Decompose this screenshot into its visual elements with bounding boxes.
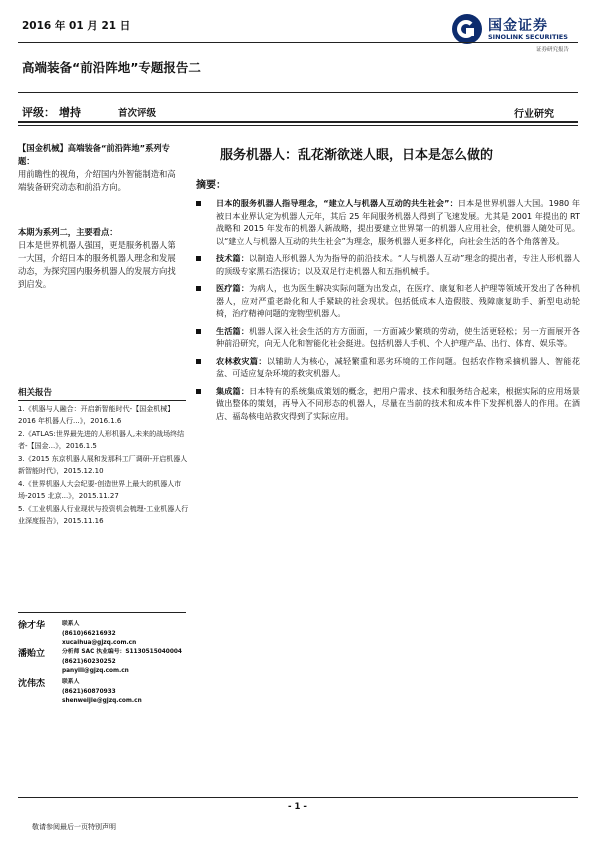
list-item — [196, 197, 580, 247]
bullet-icon — [196, 286, 201, 291]
bullet-text: 机器人深入社会生活的方方面面，一方面减少繁琐的劳动，使生活更轻松；另一方面展开各种前沿研究，向无人化和智能化社会挺进。包括机器人手机、个人护理产品、出行、体育、娱乐等。 — [216, 325, 580, 348]
bullet-text: 以制造人形机器人为为指导的前沿技术。“人与机器人互动”理念的提出者，专注人形机器人的顶级专家黑石浩探访；以及双足行走机器人和五指机械手。 — [216, 253, 580, 276]
list-item[interactable]: 2.《ATLAS:世界最先进的人形机器人,未来的战场终结者-【国金...》，2016.1.5 — [18, 430, 185, 450]
page-number: - 1 - — [288, 802, 307, 812]
report-series-title: 高端装备“前沿阵地”专题报告二 — [22, 60, 201, 75]
related-reports-heading: 相关报告 — [18, 388, 53, 398]
issue-intro — [18, 226, 178, 291]
author-contact — [62, 648, 182, 677]
header-rule-bottom-1 — [18, 121, 578, 123]
report-date: 2016 年 01 月 21 日 — [22, 20, 131, 32]
bullet-text: 日本是世界机器人大国。1980 年被日本业界认定为机器人元年，其后 25 年间服务机器人得到了飞速发展。尤其是 2001 年提出的 RT 战略和 2015 年发布的机器人新战略，提出要建立世界第一的机器人应用社会，使机器人随处可见。以“建立人与机器人互动的共生社会”为理念，服务机器人更多样化，向社会生活的各个角落普及。 — [216, 198, 580, 246]
list-item[interactable]: 4.《世界机器人大会纪要-创造世界上最大的机器人市场-2015 北京...》，2015.11.27 — [18, 480, 182, 500]
authors-rule — [18, 612, 186, 613]
rating-label: 评级： — [22, 106, 55, 119]
bullet-text: 为病人，也为医生解决实际问题为出发点，在医疗、康复和老人护理等领域开发出了各种机器人，应对严重老龄化和人手紧缺的社会现状。包括低成本人造假肢、残障康复助手、新型电动轮椅，治疗精神问题的宠物型机器人。 — [216, 283, 580, 318]
author-name: 潘贻立 — [18, 649, 46, 659]
list-item[interactable]: 1.《机器与人融合：开启新智能时代-【国金机械】2016 年机器人行...》，2016.1.6 — [18, 405, 175, 425]
related-reports-list — [18, 404, 190, 529]
author-email[interactable]: shenweijie@gjzq.com.cn — [62, 698, 142, 704]
list-item — [196, 325, 580, 350]
bullet-lead: 集成篇： — [216, 385, 250, 396]
list-item — [196, 282, 580, 320]
main-title: 服务机器人：乱花渐欲迷人眼，日本是怎么做的 — [220, 148, 494, 163]
company-logo — [452, 14, 574, 54]
author-contact — [62, 678, 142, 707]
related-rule — [18, 400, 186, 401]
author-role: 分析师 SAC 执业编号：S1130515040004 — [62, 649, 182, 655]
issue-text: 日本是世界机器人强国，更是服务机器人第一大国，介绍日本的服务机器人理念和发展动态，为探究国内服务机器人的发展方向找到启发。 — [18, 240, 176, 289]
series-intro — [18, 142, 178, 194]
footer-disclaimer: 敬请参阅最后一页特别声明 — [32, 823, 116, 831]
bullet-lead: 日本的服务机器人指导理念，“建立人与机器人互动的共生社会”： — [216, 198, 458, 208]
header-rule-top — [18, 42, 578, 43]
author-role: 联系人 — [62, 679, 80, 685]
list-item — [196, 385, 580, 423]
logo-name-en: SINOLINK SECURITIES — [488, 33, 568, 41]
first-rating: 首次评级 — [118, 108, 157, 119]
bullet-lead: 技术篇： — [216, 253, 250, 263]
bullet-icon — [196, 329, 201, 334]
bullet-text: 以辅助人为核心，减轻繁重和恶劣环境的工作问题。包括农作物采摘机器人、智能花盆、可适应复杂环境的救灾机器人。 — [216, 355, 580, 378]
rating — [22, 104, 81, 120]
author-name: 徐才华 — [18, 621, 46, 631]
author-email[interactable]: panyili@gjzq.com.cn — [62, 668, 129, 674]
issue-heading: 本期为系列二，主要看点： — [18, 227, 118, 237]
industry-label: 行业研究 — [514, 109, 554, 120]
bullet-lead: 农林救灾篇： — [216, 355, 267, 366]
list-item — [196, 355, 580, 380]
bullet-lead: 生活篇： — [216, 325, 250, 336]
list-item — [196, 252, 580, 277]
bullet-icon — [196, 389, 201, 394]
list-item[interactable]: 5.《工业机器人行业现状与投资机会梳理-工业机器人行业深度报告》，2015.11.16 — [18, 505, 189, 525]
logo-name-cn: 国金证券 — [488, 18, 548, 34]
author-phone: (8621)60230252 — [62, 658, 116, 665]
author-contact — [62, 620, 136, 649]
author-email[interactable]: xucaihua@gjzq.com.cn — [62, 640, 137, 646]
logo-mark-icon — [452, 14, 482, 44]
series-heading: 【国金机械】高端装备“前沿阵地”系列专题： — [18, 143, 170, 166]
bullet-icon — [196, 359, 201, 364]
author-name: 沈伟杰 — [18, 679, 46, 689]
rating-value: 增持 — [59, 106, 81, 119]
bullet-icon — [196, 256, 201, 261]
header-rule-bottom-2 — [18, 125, 578, 126]
list-item[interactable]: 3.《2015 东京机器人展和发那科工厂调研-开启机器人新智能时代》，2015.12.10 — [18, 455, 188, 475]
header-rule-mid — [18, 92, 578, 93]
author-role: 联系人 — [62, 621, 80, 627]
footer-rule — [18, 797, 578, 798]
bullet-lead: 医疗篇： — [216, 283, 250, 293]
abstract-heading: 摘要： — [196, 180, 226, 191]
abstract-bullets — [196, 197, 580, 427]
logo-subtitle: 证券研究报告 — [536, 47, 570, 53]
author-phone: (8621)60870933 — [62, 688, 116, 695]
author-phone: (8610)66216932 — [62, 630, 116, 637]
bullet-text: 日本特有的系统集成策划的概念，把用户需求、技术和服务结合起来，根据实际的应用场景做出整体的策划，再导入不同形态的机器人，尽量在当前的技术和成本件下发挥机器人的作用。在酒店、福岛核电站救灾得到了实际应用。 — [216, 385, 580, 421]
series-text: 用前瞻性的视角，介绍国内外智能制造和高端装备研究动态和前沿方向。 — [18, 169, 176, 192]
bullet-icon — [196, 201, 201, 206]
